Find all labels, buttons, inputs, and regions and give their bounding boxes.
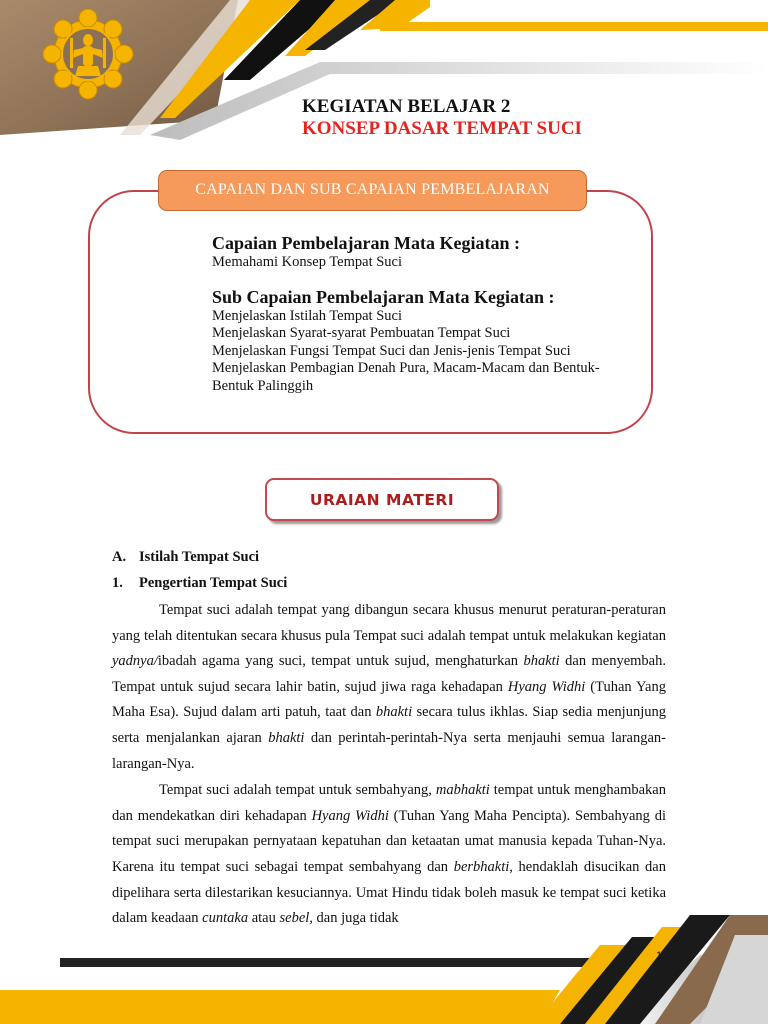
main-outcome-heading: Capaian Pembelajaran Mata Kegiatan :: [212, 233, 520, 253]
section-a-title: Istilah Tempat Suci: [139, 549, 260, 565]
sub-outcome-item: Menjelaskan Pembagian Denah Pura, Macam-Macam dan Bentuk-Bentuk Palinggih: [212, 360, 600, 394]
outcomes-banner: CAPAIAN DAN SUB CAPAIAN PEMBELAJARAN: [158, 170, 587, 211]
subsection-1-title: Pengertian Tempat Suci: [139, 575, 288, 591]
paragraph: Tempat suci adalah tempat yang dibangun secara khusus menurut peraturan-peraturan yang telah ditentukan secara khusus pula Tempat suci adalah tempat untuk melakukan kegiatan yadnya/ibadah agama yang suci, tempat untuk sujud, menghaturkan bhakti dan menyembah. Tempat untuk sujud secara lahir batin, sujud jiwa raga kehadapan Hyang Widhi (Tuhan Yang Maha Esa). Sujud dalam arti patuh, taat dan bhakti secara tulus ikhlas. Siap sedia menjunjung serta menjalankan ajaran bhakti dan perintah-perintah-Nya serta menjauhi semua larangan-larangan-Nya.: [112, 602, 666, 772]
main-outcome-text: Memahami Konsep Tempat Suci: [212, 254, 403, 270]
section-a-number: A.: [112, 549, 127, 565]
sub-outcome-heading: Sub Capaian Pembelajaran Mata Kegiatan :: [212, 286, 555, 307]
page-number: 1: [656, 950, 663, 962]
paragraph: Tempat suci adalah tempat untuk sembahyang, mabhakti tempat untuk menghambakan dan mendekatkan diri kehadapan Hyang Widhi (Tuhan Yang Maha Pencipta). Sembahyang di tempat suci merupakan pernyataan kepatuhan dan ketaatan umat manusia kepada Tuhan-Nya. Karena itu tempat suci sebagai tempat sembahyang dan berbhakti, hendaklah disucikan dan dipelihara serta dilestarikan kesuciannya. Umat Hindu tidak boleh masuk ke tempat suci ketika dalam keadaan cuntaka atau sebel, dan juga tidak: [112, 782, 666, 927]
outcomes-content: [212, 232, 632, 395]
section-label-box: [265, 478, 499, 521]
lesson-number: KEGIATAN BELAJAR 2: [302, 96, 511, 117]
lesson-title: KONSEP DASAR TEMPAT SUCI: [302, 118, 582, 139]
section-a-heading: [112, 549, 259, 566]
hindu-deity-emblem-icon: [43, 9, 133, 99]
footer-gold-band: [0, 990, 560, 1024]
body-text: [112, 598, 666, 932]
lesson-title-block: [302, 96, 742, 140]
sub-outcome-item: Menjelaskan Syarat-syarat Pembuatan Tempat Suci: [212, 325, 511, 341]
section-label: URAIAN MATERI: [309, 491, 455, 509]
footer-decoration: [0, 915, 768, 1024]
subsection-1-number: 1.: [112, 575, 123, 591]
subsection-1-heading: [112, 575, 287, 592]
sub-outcome-item: Menjelaskan Istilah Tempat Suci: [212, 307, 402, 324]
sub-outcome-item: Menjelaskan Fungsi Tempat Suci dan Jenis-jenis Tempat Suci: [212, 342, 571, 359]
header-gold-bar: [380, 22, 768, 31]
footer-dark-line: [60, 958, 640, 967]
